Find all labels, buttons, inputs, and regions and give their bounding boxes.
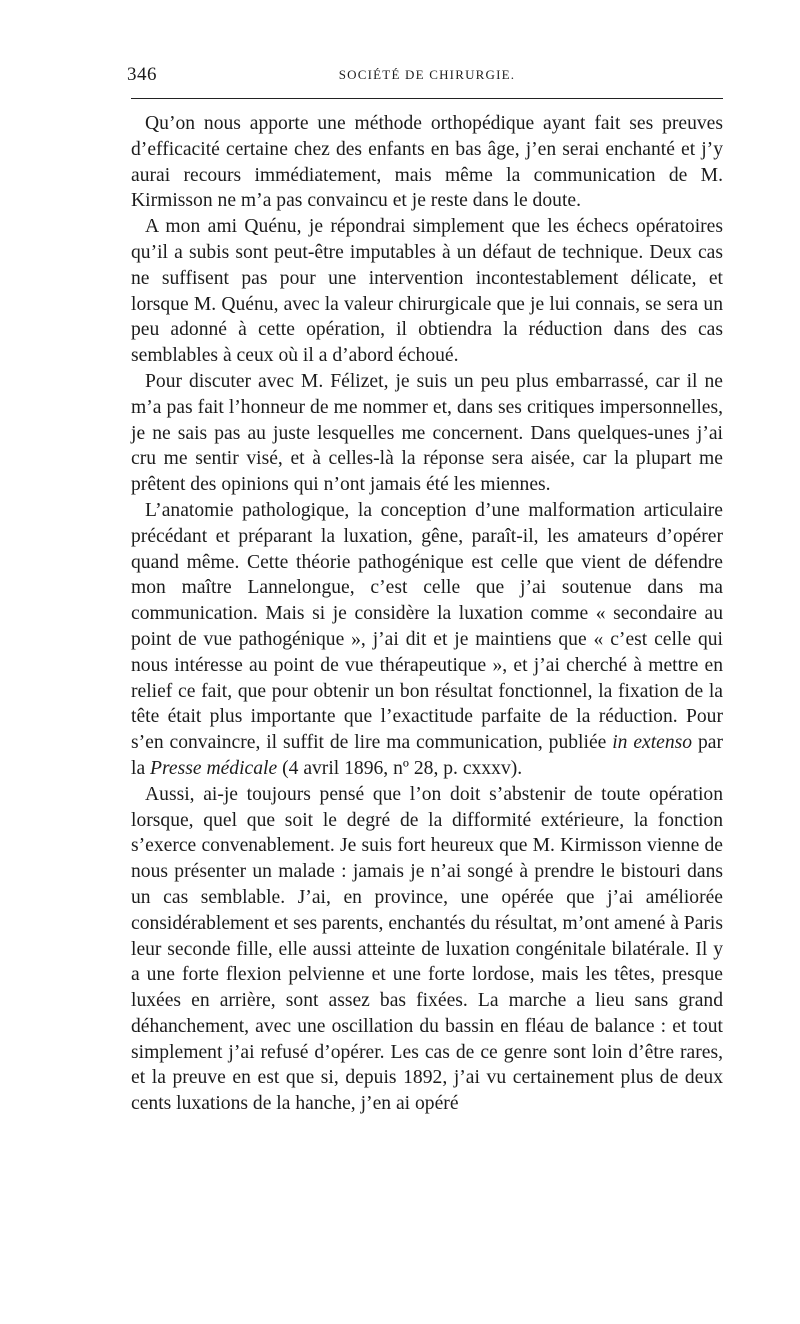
paragraph: A mon ami Quénu, je répondrai simplement que les échecs opératoires qu’il a subis sont peut-être imputables à un défaut de technique. Deux cas ne suffisent pas pour une intervention incontestablement délicate, et lorsque M. Quénu, avec la valeur chirurgicale que je lui connais, se sera un peu adonné à cette opération, il obtiendra la réduction dans des cas semblables à ceux où il a d’abord échoué. xyxy=(131,216,723,367)
citation: (4 avril 1896, nº 28, p. cxxxv). xyxy=(282,757,523,779)
paragraph-text: L’anatomie pathologique, la conception d’une malformation articulaire précédant et préparant la luxation, gêne, paraît-il, les amateurs d’opérer quand même. Cette théorie pathogénique est celle que vient de défendre mon maître Lannelongue, c’est celle que j’ai soutenue dans ma communication. Mais si je considère la luxation comme « secondaire au point de vue pathogénique », j’ai dit et je maintiens que « c’est celle qui nous intéresse au point de vue thérapeutique », et j’ai cherché à mettre en relief ce fait, que pour obtenir un bon résultat fonctionnel, la fixation de la tête était plus importante que l’exactitude parfaite de la réduction. Pour s’en convaincre, il suffit de lire ma communication, publiée xyxy=(131,499,723,754)
paragraph-text: par la xyxy=(131,732,723,779)
running-head xyxy=(127,58,723,88)
paragraph: Pour discuter avec M. Félizet, je suis un peu plus embarrassé, car il ne m’a pas fait l’honneur de me nommer et, dans ses critiques impersonnelles, je ne sais pas au juste lesquelles me concernent. Dans quelques-unes j’ai cru me sentir visé, et à celles-là la réponse sera aisée, car la plupart me prêtent des opinions qui n’ont jamais été les miennes. xyxy=(131,370,723,496)
paragraph: Aussi, ai-je toujours pensé que l’on doit s’abstenir de toute opération lorsque, quel que soit le degré de la difformité extérieure, la fonction s’exerce convenablement. Je suis fort heureux que M. Kirmisson vienne de nous présenter un malade : jamais je n’ai songé à prendre le bistouri dans un cas semblable. J’ai, en province, une opérée que j’ai améliorée considérablement et ses parents, enchantés du résultat, m’ont amené à Paris leur seconde fille, elle aussi atteinte de luxation congénitale bilatérale. Il y a une forte flexion pelvienne et une forte lordose, mais les têtes, presque luxées en arrière, sont assez bas fixées. La marche a lieu sans grand déhanchement, avec une oscillation du bassin en fléau de balance : et tout simplement j’ai refusé d’opérer. Les cas de ce genre sont loin d’être rares, et la preuve en est que si, depuis 1892, j’ai vu certainement plus de deux cents luxations de la hanche, j’en ai opéré xyxy=(131,783,723,1115)
italic-phrase: in extenso xyxy=(612,732,693,754)
paragraph xyxy=(131,498,723,782)
page-number: 346 xyxy=(127,64,157,85)
header-rule xyxy=(131,98,723,99)
body-text xyxy=(131,111,723,1117)
page xyxy=(127,58,723,1117)
paragraph: Qu’on nous apporte une méthode orthopédique ayant fait ses preuves d’efficacité certaine chez des enfants en bas âge, j’en serai enchanté et j’y aurai recours immédiatement, mais même la communication de M. Kirmisson ne m’a pas convaincu et je reste dans le doute. xyxy=(131,113,723,212)
journal-title: Presse médicale xyxy=(150,757,278,779)
running-title: SOCIÉTÉ DE CHIRURGIE. xyxy=(338,67,516,82)
